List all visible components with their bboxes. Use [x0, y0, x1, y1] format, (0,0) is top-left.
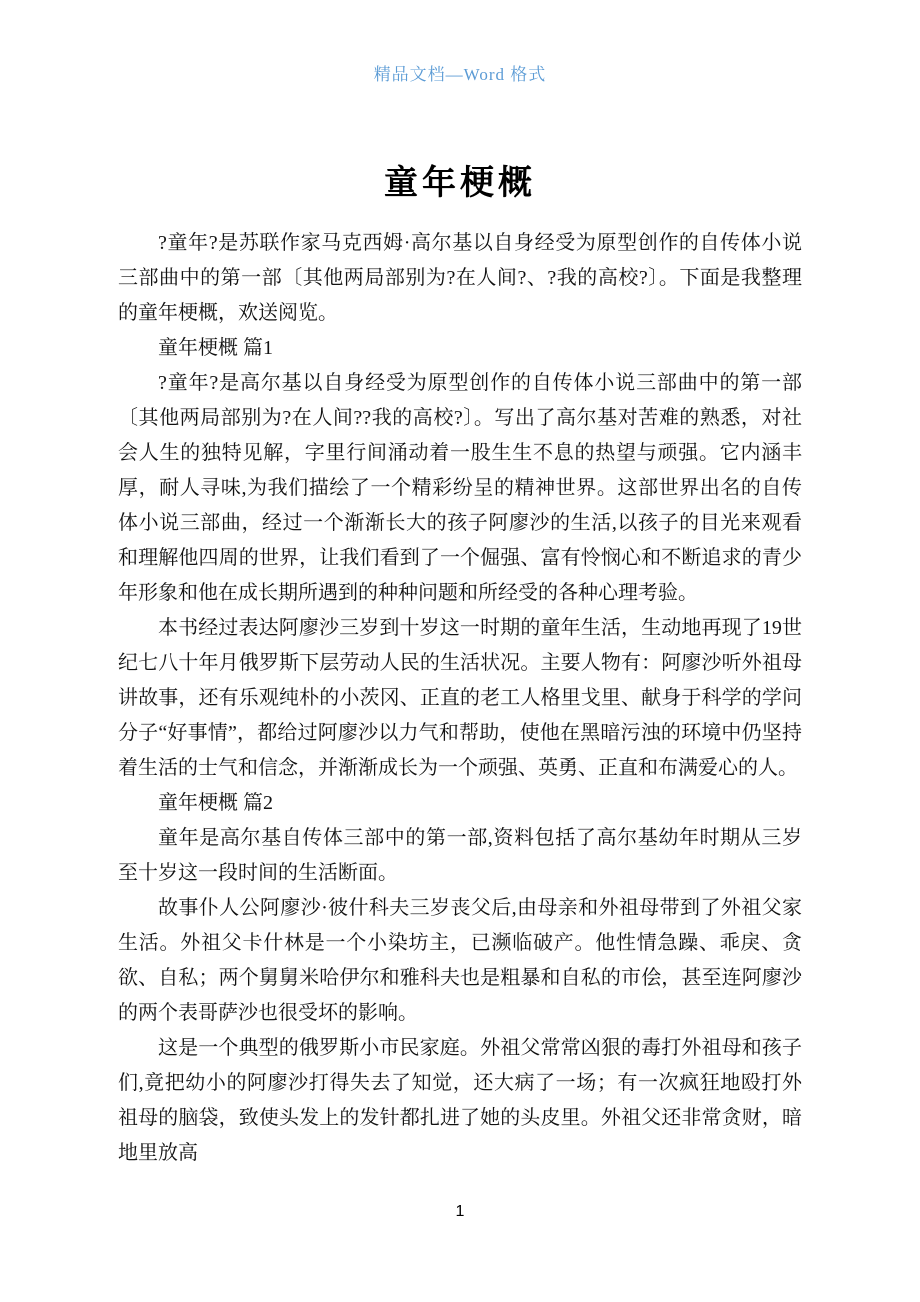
body-paragraph: 故事仆人公阿廖沙·彼什科夫三岁丧父后,由母亲和外祖母带到了外祖父家生活。外祖父卡什林是一个小染坊主，已濒临破产。他性情急躁、乖戾、贪欲、自私；两个舅舅米哈伊尔和雅科夫也是粗暴和自私的市侩，甚至连阿廖沙的两个表哥萨沙也很受坏的影响。	[118, 897, 802, 1024]
body-paragraph: 本书经过表达阿廖沙三岁到十岁这一时期的童年生活，生动地再现了19世纪七八十年月俄罗斯下层劳动人民的生活状况。主要人物有：阿廖沙听外祖母讲故事，还有乐观纯朴的小茨冈、正直的老工人格里戈里、献身于科学的学问分子“好事情”，都给过阿廖沙以力气和帮助，使他在黑暗污浊的环境中仍坚持着生活的士气和信念，并渐渐成长为一个顽强、英勇、正直和布满爱心的人。	[118, 617, 802, 779]
body-paragraph: 这是一个典型的俄罗斯小市民家庭。外祖父常常凶狠的毒打外祖母和孩子们,竟把幼小的阿廖沙打得失去了知觉，还大病了一场；有一次疯狂地殴打外祖母的脑袋，致使头发上的发针都扎进了她的头皮里。外祖父还非常贪财，暗地里放高	[118, 1037, 802, 1164]
document-body	[118, 226, 802, 1171]
body-paragraph: ?童年?是苏联作家马克西姆·高尔基以自身经受为原型创作的自传体小说三部曲中的第一部〔其他两局部别为?在人间?、?我的高校?〕。下面是我整理的童年梗概，欢送阅览。	[118, 232, 802, 324]
section-heading: 童年梗概 篇2	[158, 792, 273, 814]
body-paragraph: ?童年?是高尔基以自身经受为原型创作的自传体小说三部曲中的第一部〔其他两局部别为?在人间??我的高校?〕。写出了高尔基对苦难的熟悉，对社会人生的独特见解，字里行间涌动着一股生生不息的热望与顽强。它内涵丰厚，耐人寻味,为我们描绘了一个精彩纷呈的精神世界。这部世界出名的自传体小说三部曲，经过一个渐渐长大的孩子阿廖沙的生活,以孩子的目光来观看和理解他四周的世界，让我们看到了一个倔强、富有怜悯心和不断追求的青少年形象和他在成长期所遇到的种种问题和所经受的各种心理考验。	[118, 372, 802, 604]
header-watermark: 精品文档—Word 格式	[373, 65, 547, 84]
section-heading: 童年梗概 篇1	[158, 337, 273, 359]
body-paragraph: 童年是高尔基自传体三部中的第一部,资料包括了高尔基幼年时期从三岁至十岁这一段时间的生活断面。	[118, 827, 802, 884]
document-title: 童年梗概	[384, 164, 536, 202]
page-number: 1	[455, 1203, 465, 1220]
